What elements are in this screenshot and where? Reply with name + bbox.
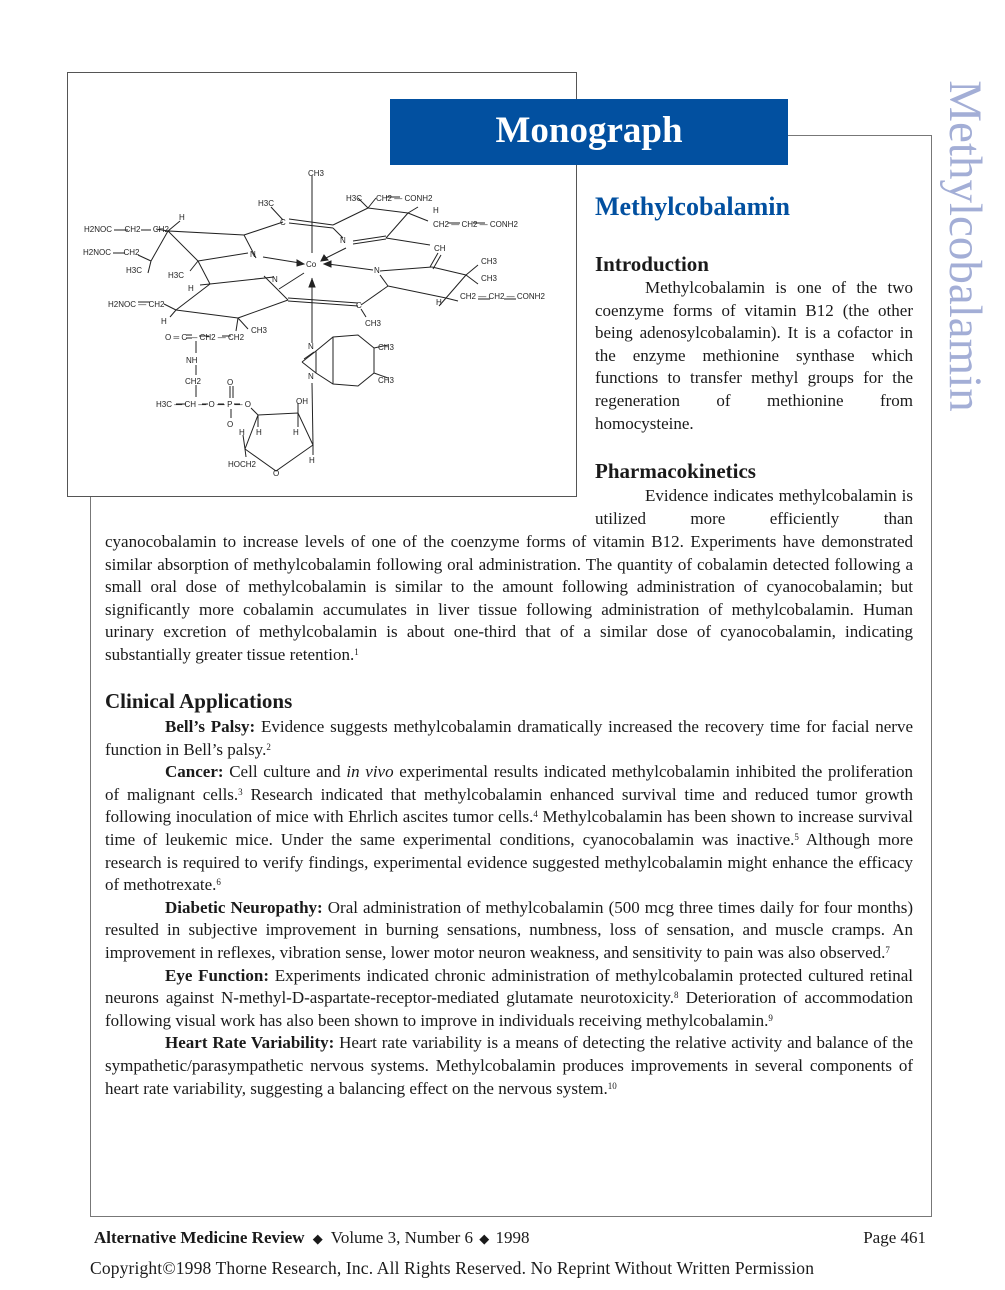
- bond: [380, 267, 432, 271]
- footnote-ref[interactable]: 3: [238, 786, 243, 797]
- copyright-notice: Copyright©1998 Thorne Research, Inc. All Rights Reserved. No Reprint Without Written Permission: [90, 1258, 815, 1278]
- bond: [168, 221, 180, 231]
- side-title: [920, 78, 1005, 413]
- clinical-item: [105, 761, 913, 897]
- footnote-ref[interactable]: 4: [533, 809, 538, 820]
- text: Methylcobalamin has been shown to increase survival time of leukemic mice. Under the same experimental conditions, cyanocobalamin was inactive.: [105, 807, 914, 849]
- atom-label: C: [280, 218, 286, 227]
- bond: [386, 238, 430, 245]
- footnote-ref[interactable]: 7: [885, 944, 890, 955]
- bond: [236, 318, 238, 331]
- coordination-bond: [328, 264, 373, 270]
- atom-label: HOCH2: [228, 460, 257, 469]
- coordination-bond: [263, 257, 300, 263]
- footer-citation: [94, 1228, 530, 1248]
- atom-label: H2NOC — CH2: [108, 300, 165, 309]
- article-title: Methylcobalamin: [595, 192, 790, 221]
- bond: [304, 352, 314, 359]
- atom-label: N: [272, 275, 278, 284]
- text: Evidence suggests methylcobalamin dramatically increased the recovery time for facial nerve function in Bell’s palsy.: [105, 717, 913, 759]
- bond: [151, 231, 168, 261]
- footnote-ref[interactable]: 6: [216, 877, 221, 888]
- bond: [466, 265, 478, 275]
- clinical-item-term: Cancer:: [165, 762, 230, 782]
- bond: [170, 310, 176, 317]
- footnote-ref[interactable]: 9: [768, 1012, 773, 1023]
- bond: [388, 286, 446, 298]
- atom-label: H: [309, 456, 315, 465]
- cobalt-label: Co: [306, 260, 317, 269]
- bond: [176, 310, 238, 318]
- bond: [408, 213, 428, 221]
- section-heading-introduction: Introduction: [595, 252, 709, 276]
- footnote-ref[interactable]: 10: [607, 1080, 617, 1091]
- benzimidazole-ring: [316, 335, 374, 386]
- atom-label: H3C: [346, 194, 363, 203]
- atom-label: H: [293, 428, 299, 437]
- bond: [190, 261, 198, 271]
- diamond-icon: ◆: [479, 1231, 490, 1246]
- clinical-item-term: Bell’s Palsy:: [165, 717, 262, 736]
- atom-label: H: [433, 206, 439, 215]
- bond: [433, 255, 441, 269]
- clinical-applications-body: [105, 716, 913, 1100]
- atom-label: H3C — CH — O — P — O: [156, 400, 251, 409]
- bond: [312, 383, 313, 445]
- bond: [148, 261, 151, 273]
- atom-label: CH3: [378, 343, 395, 352]
- atom-label: CH3: [481, 257, 498, 266]
- atom-label: H: [188, 284, 194, 293]
- bond: [243, 435, 245, 449]
- pharmacokinetics-body-start: [595, 485, 913, 530]
- clinical-item: [105, 965, 913, 1033]
- text: Oral administration of methylcobalamin (500 mcg three times daily for four months) resulted in subjective improvement in burning sensations, numbness, loss of sensation, and muscle cramps. An improvement in reflexes, vibration sense, lower motor neuron weakness, and sensitivity to pain was also observed.: [105, 897, 913, 962]
- coordination-bond: [324, 248, 346, 259]
- bond: [361, 286, 388, 305]
- atom-label: O ═ C — CH2 — CH2: [165, 333, 245, 342]
- atom-label: N: [340, 236, 346, 245]
- atom-label: CH3: [378, 376, 395, 385]
- atom-label: H: [239, 428, 245, 437]
- bond: [408, 207, 418, 213]
- atom-label: CH3: [365, 319, 382, 328]
- bond: [361, 309, 366, 317]
- clinical-item: [105, 1032, 913, 1100]
- bond: [238, 300, 288, 318]
- bond: [138, 255, 151, 261]
- year: 1998: [495, 1228, 530, 1247]
- bond: [238, 318, 248, 329]
- atom-label: H3C: [258, 199, 275, 208]
- clinical-item: [105, 897, 913, 965]
- atom-label: CH3: [481, 274, 498, 283]
- atom-label: H: [179, 213, 185, 222]
- atom-label: OH: [296, 397, 308, 406]
- bond: [368, 198, 376, 208]
- pharmacokinetics-body-continued: [105, 531, 913, 667]
- footnote-ref[interactable]: 8: [674, 990, 679, 1001]
- text: Experiments indicated chronic administration of methylcobalamin protected cultured retinal neurons against N-methyl-D-aspartate-receptor-mediated glutamate neurotoxicity.: [105, 965, 913, 1008]
- atom-label: CH2: [185, 377, 202, 386]
- issue: Volume 3, Number 6: [330, 1228, 474, 1247]
- bond: [168, 231, 256, 261]
- text: experimental results indicated methylcobalamin inhibited the proliferation of malignant cells.: [105, 762, 914, 804]
- arrowhead: [309, 279, 315, 287]
- bond: [466, 275, 478, 284]
- bond: [446, 298, 458, 301]
- atom-label: N: [374, 266, 380, 275]
- atom-label: H3C: [126, 266, 143, 275]
- atom-label: N: [250, 250, 256, 259]
- bond: [430, 253, 438, 267]
- atom-label: H2NOC — CH2 — CH2: [84, 225, 169, 234]
- bond: [368, 208, 408, 213]
- atom-label: CH3: [251, 326, 268, 335]
- atom-label: NH: [186, 356, 198, 365]
- content-border-left: [90, 497, 91, 1217]
- atom-label: C: [356, 301, 362, 310]
- footnote-ref[interactable]: 5: [794, 831, 799, 842]
- italic-text: in vivo: [346, 762, 394, 782]
- atom-label: CH: [434, 244, 446, 253]
- atom-label: CH2 — CONH2: [376, 194, 433, 203]
- atom-label: H3C: [168, 271, 185, 280]
- text: Heart rate variability is a means of detecting the relative activity and balance of the sympathetic/parasympathetic nervous systems. Methylcobalamin produces improvements in several components of heart rate variability, suggesting a balancing effect on the nervous system.: [105, 1033, 913, 1098]
- arrowhead: [321, 255, 328, 261]
- bond: [279, 273, 304, 289]
- atom-label: H: [161, 317, 167, 326]
- bond: [198, 253, 248, 261]
- bond: [432, 267, 466, 275]
- arrowhead: [324, 261, 331, 267]
- clinical-item: [105, 716, 913, 761]
- atom-label: H: [436, 298, 442, 307]
- journal-name: Alternative Medicine Review: [94, 1228, 305, 1247]
- clinical-item-term: Heart Rate Variability:: [165, 1033, 340, 1053]
- content-border-top: [788, 135, 932, 136]
- atom-label: N: [308, 342, 314, 351]
- bond: [333, 208, 368, 225]
- atom-label: O: [227, 378, 234, 387]
- atom-label: CH2 — CH2 — CONH2: [460, 292, 545, 301]
- clinical-item-term: Diabetic Neuropathy:: [165, 897, 328, 917]
- monograph-banner: Monograph: [390, 99, 788, 165]
- paragraph: Methylcobalamin is one of the two coenzyme forms of vitamin B12 (the other being adenosylcobalamin). It is a cofactor in the enzyme methionine synthase which functions to transfer methyl groups for the regeneration of methionine from homocysteine.: [595, 278, 913, 433]
- atom-label: CH3: [308, 169, 325, 178]
- footnote-ref[interactable]: 2: [266, 741, 271, 752]
- text: Research indicated that methylcobalamin enhanced survival time and reduced tumor growth following inoculation of mice with Ehrlich ascites tumor cells.: [105, 784, 913, 827]
- text: Cell culture and: [229, 762, 347, 782]
- bond: [164, 304, 176, 310]
- atom-label: O: [227, 420, 234, 429]
- bond: [210, 277, 274, 284]
- atom-label: O: [273, 469, 280, 478]
- content-border-bottom: [90, 1216, 932, 1217]
- paragraph: Evidence indicates methylcobalamin is utilized more efficiently than: [595, 486, 913, 528]
- diamond-icon: ◆: [312, 1231, 323, 1246]
- side-title-text: Methylcobalamin: [939, 79, 991, 412]
- bond: [244, 222, 283, 235]
- atom-label: H: [256, 428, 262, 437]
- section-heading-pharmacokinetics: Pharmacokinetics: [595, 459, 756, 483]
- page-number: Page 461: [863, 1228, 926, 1247]
- paragraph: cyanocobalamin to increase levels of one of the coenzyme forms of vitamin B12. Experiments have demonstrated similar absorption of methylcobalamin following oral administration. The quantity of cobalamin detected following a small oral dose of methylcobalamin is similar to the amount following administration of cyanocobalamin; but significantly more cobalamin accumulates in liver tissue following administration of methylcobalamin. Human urinary excretion of methylcobalamin is about one-third that of a similar dose of cyanocobalamin, indicating substantially greater tissue retention.$^1$: [105, 532, 913, 664]
- introduction-body: [595, 277, 913, 435]
- bond: [380, 275, 388, 286]
- atom-label: CH2 — CH2 — CONH2: [433, 220, 518, 229]
- text: Deterioration of accommodation following visual work has also been shown to improve in individuals receiving methylcobalamin.: [105, 988, 913, 1030]
- text: Although more research is required to verify findings, experimental evidence suggested methylcobalamin might enhance the efficacy of methotrexate.: [105, 829, 914, 895]
- bond: [386, 213, 408, 238]
- bond: [198, 261, 210, 284]
- section-heading-clinical-applications: Clinical Applications: [105, 689, 293, 713]
- clinical-item-term: Eye Function:: [165, 965, 275, 985]
- arrowhead: [297, 260, 304, 266]
- atom-label: N: [308, 372, 314, 381]
- atom-label: H2NOC — CH2: [83, 248, 140, 257]
- footnote-ref[interactable]: 1: [354, 646, 359, 657]
